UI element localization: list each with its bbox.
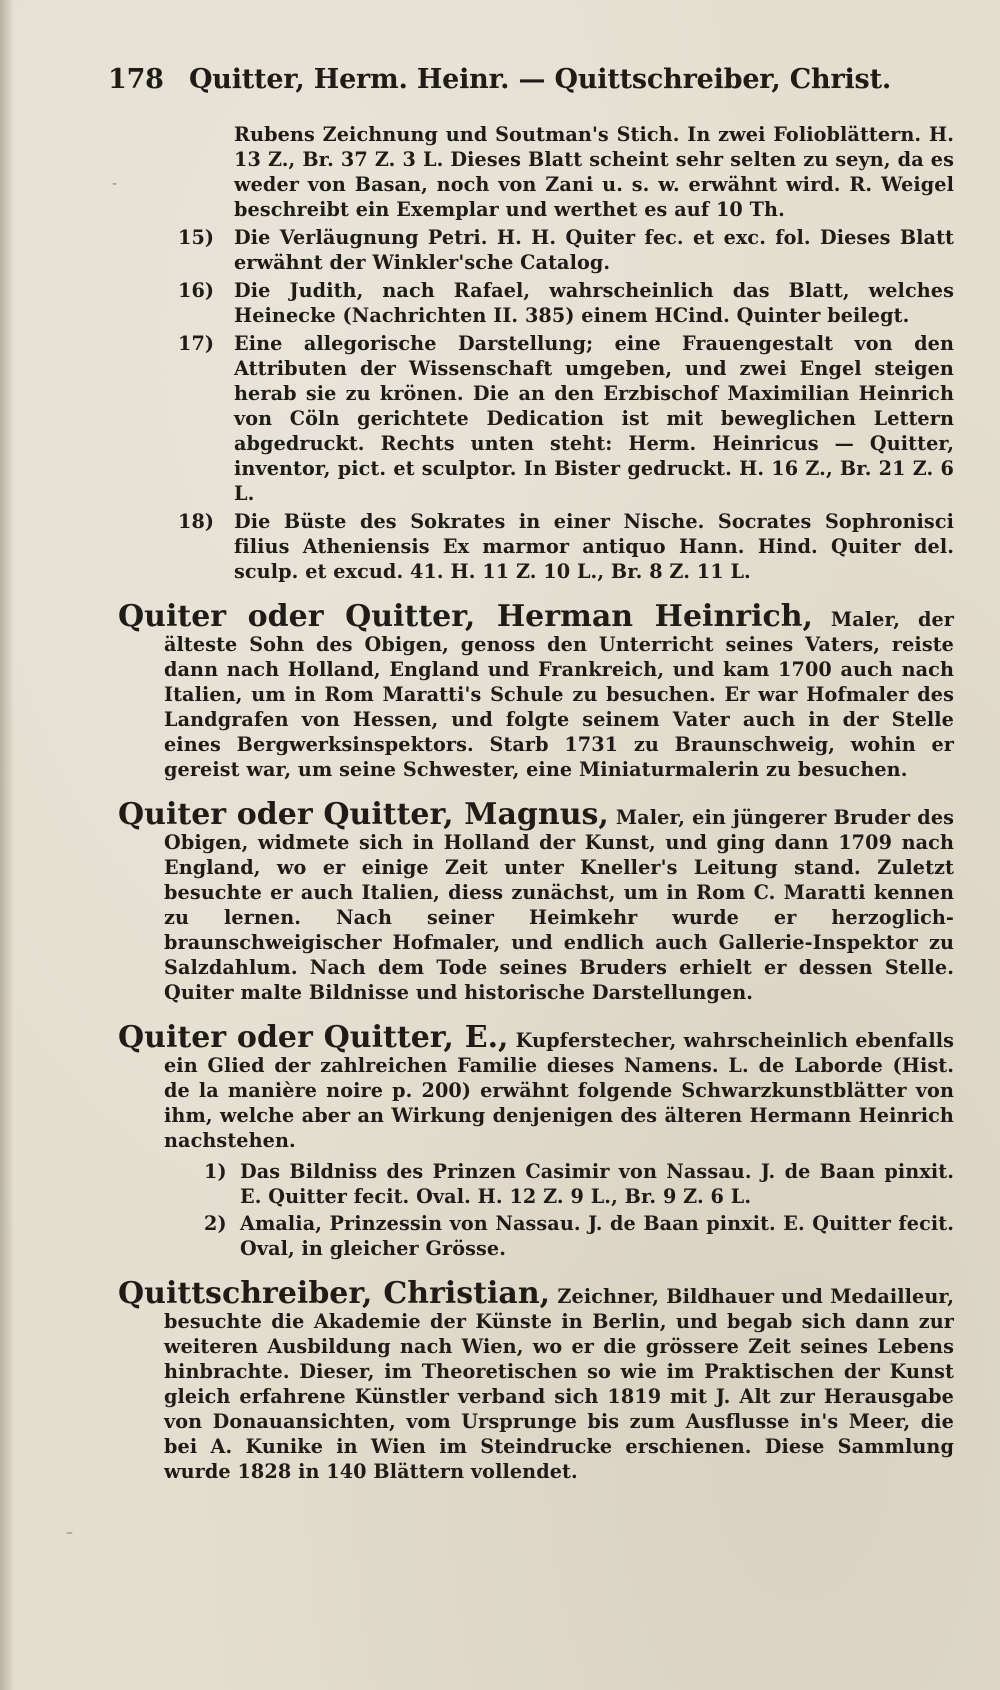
- entry-text: ein jüngerer Bruder des Obigen, widmete sich in Holland der Kunst, und ging dann 1709 nach England, wo er einige Zeit unter Kneller's Leitung stand. Zuletzt besuchte er auch Italien, diess zunächst, um in Rom C. Maratti kennen zu lernen. Nach seiner Heimkehr wurde er herzoglich-braunschweigischer Hofmaler, und endlich auch Gallerie-Inspektor zu Salzdahlum. Nach dem Tode seines Bruders erhielt er dessen Stelle. Quiter malte Bildnisse und historische Darstellungen.: [164, 806, 955, 1004]
- item-text: Die Judith, nach Rafael, wahrscheinlich das Blatt, welches Heinecke (Nachrichten II. 385) einem HCind. Quinter beilegt.: [234, 279, 954, 327]
- margin-mark: -: [112, 176, 118, 192]
- item-number: 15): [178, 226, 215, 249]
- item-text: Eine allegorische Darstellung; eine Frauengestalt von den Attributen der Wissenschaft umgeben, und zwei Engel steigen herab sie zu krönen. Die an den Erzbischof Maximilian Heinrich von Cöln gerichtete Dedication ist mit beweglichen Lettern abgedruckt. Rechts unten steht: Herm. Heinricus — Quitter, inventor, pict. et sculptor. In Bister gedruckt. H. 16 Z., Br. 21 Z. 6 L.: [234, 332, 954, 505]
- entry-occupation: Zeichner, Bildhauer und Medailleur,: [557, 1285, 955, 1308]
- entry-headword: Quiter oder Quitter, Herman Heinrich,: [118, 599, 813, 634]
- engraving-list: [118, 1159, 954, 1261]
- item-text: Amalia, Prinzessin von Nassau. J. de Baan pinxit. E. Quitter fecit. Oval, in gleicher Grösse.: [240, 1212, 954, 1260]
- page-number: 178: [108, 64, 164, 95]
- entry-text: besuchte die Akademie der Künste in Berlin, und begab sich dann zur weiteren Ausbildung nach Wien, wo er die grössere Zeit seines Lebens hinbrachte. Dieser, im Theoretischen so wie im Praktischen der Kunst gleich erfahrene Künstler verband sich 1819 mit J. Alt zur Herausgabe von Donauansichten, vom Ursprunge bis zum Ausflusse in's Meer, die bei A. Kunike in Wien im Steindrucke erschienen. Diese Sammlung wurde 1828 in 140 Blättern vollendet.: [164, 1310, 954, 1483]
- catalog-list: [118, 225, 954, 584]
- entry-herman-heinrich: [118, 599, 954, 782]
- item-text: Das Bildniss des Prinzen Casimir von Nassau. J. de Baan pinxit. E. Quitter fecit. Oval. H. 12 Z. 9 L., Br. 9 Z. 6 L.: [240, 1160, 954, 1208]
- continuation-paragraph: Rubens Zeichnung und Soutman's Stich. In zwei Folioblättern. H. 13 Z., Br. 37 Z. 3 L. Dieses Blatt scheint sehr selten zu seyn, da es weder von Basan, noch von Zani u. s. w. erwähnt wird. R. Weigel beschreibt ein Exemplar und werthet es auf 10 Th.: [234, 123, 954, 221]
- item-number: 16): [178, 279, 215, 302]
- catalog-item: [118, 225, 954, 275]
- item-text: Die Büste des Sokrates in einer Nische. Socrates Sophronisci filius Atheniensis Ex marmor antiquo Hann. Hind. Quiter del. sculp. et excud. 41. H. 11 Z. 10 L., Br. 8 Z. 11 L.: [234, 510, 954, 583]
- engraving-item: [118, 1159, 954, 1209]
- catalog-item: [118, 331, 954, 506]
- item-number: 17): [178, 332, 215, 355]
- entry-e-quitter: [118, 1020, 954, 1153]
- entry-headword: Quiter oder Quitter, E.,: [118, 1020, 509, 1055]
- engraving-item: [118, 1211, 954, 1261]
- item-text: Die Verläugnung Petri. H. H. Quiter fec. et exc. fol. Dieses Blatt erwähnt der Winkler'sche Catalog.: [234, 226, 954, 274]
- entry-headword: Quiter oder Quitter, Magnus,: [118, 797, 609, 832]
- entry-quittschreiber: [118, 1276, 955, 1484]
- catalog-item: [118, 509, 954, 584]
- entry-text: der älteste Sohn des Obigen, genoss den Unterricht seines Vaters, reiste dann nach Holland, England und Frankreich, und kam 1700 auch nach Italien, um in Rom Maratti's Schule zu besuchen. Er war Hofmaler des Landgrafen von Hessen, und folgte seinem Vater auch in der Stelle eines Bergwerksinspektors. Starb 1731 zu Braunschweig, wohin er gereist war, um seine Schwester, eine Miniaturmalerin zu besuchen.: [164, 608, 954, 781]
- header-title: Quitter, Herm. Heinr. — Quittschreiber, Christ.: [188, 64, 892, 95]
- running-header: [108, 64, 928, 108]
- page-spine-shadow: [0, 0, 14, 1690]
- item-number: 2): [204, 1212, 227, 1235]
- margin-mark: –: [66, 1525, 73, 1541]
- entry-occupation: Maler,: [615, 806, 686, 829]
- catalog-item: [118, 278, 954, 328]
- item-number: 1): [204, 1160, 227, 1183]
- entry-occupation: Maler,: [830, 608, 901, 631]
- item-number: 18): [178, 510, 215, 533]
- entry-headword: Quittschreiber, Christian,: [118, 1276, 551, 1311]
- entry-magnus: [118, 797, 955, 1005]
- entry-text: wahrscheinlich ebenfalls ein Glied der zahlreichen Familie dieses Namens. L. de Laborde (Hist. de la manière noire p. 200) erwähnt folgende Schwarzkunstblätter von ihm, welche aber an Wirkung denjenigen des älteren Hermann Heinrich nachstehen.: [164, 1029, 954, 1152]
- entry-occupation: Kupferstecher,: [515, 1029, 677, 1052]
- page-content: [118, 122, 954, 1484]
